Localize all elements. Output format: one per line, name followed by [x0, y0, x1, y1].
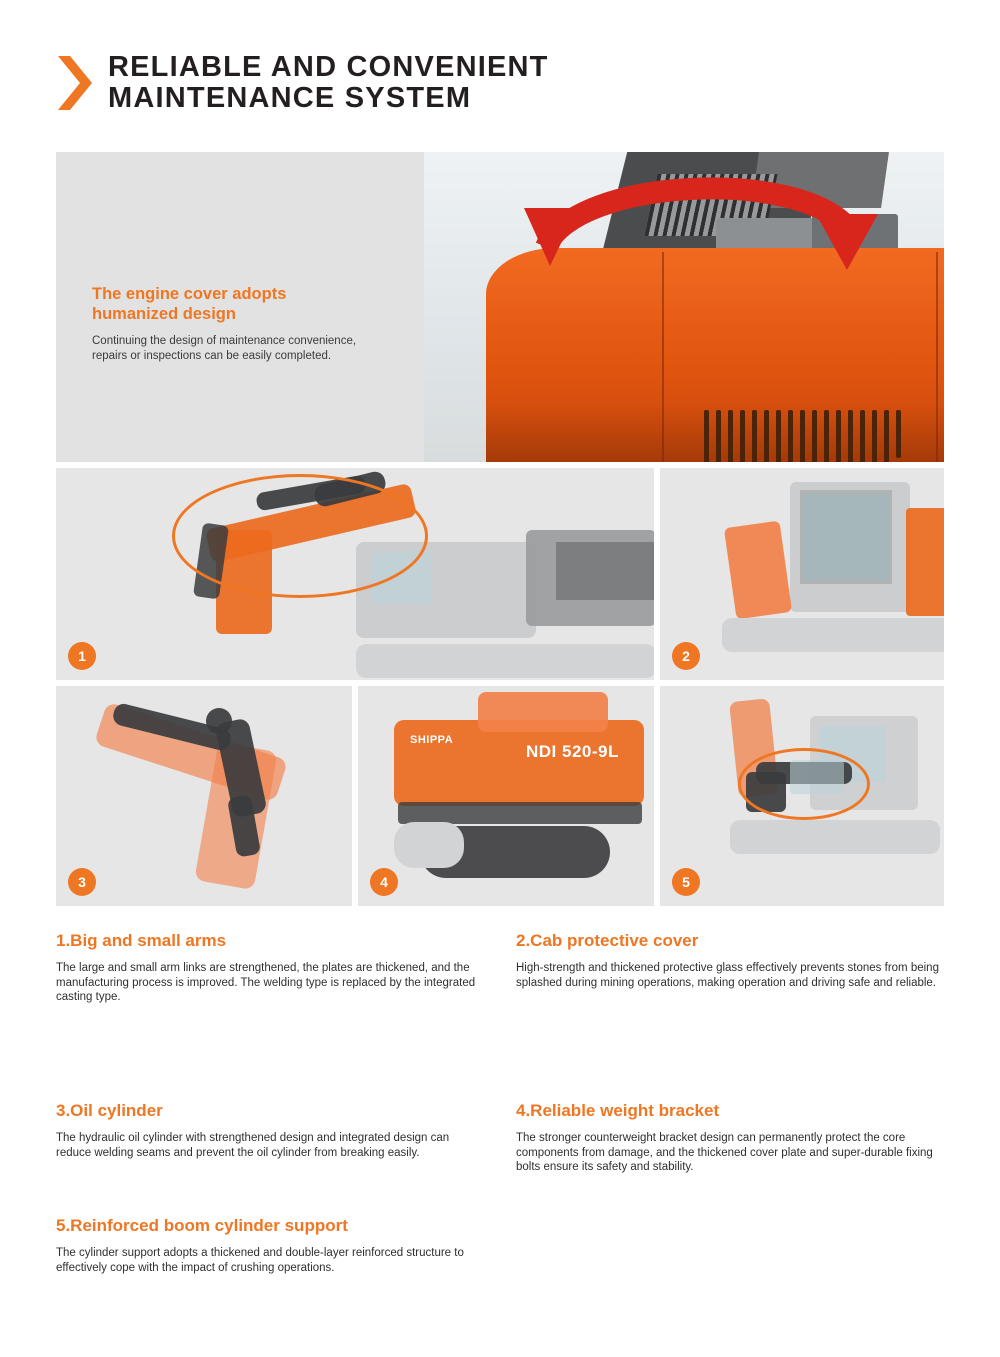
arm-2: [724, 521, 792, 620]
gallery-badge-4: 4: [370, 868, 398, 896]
hero-callout: [92, 284, 362, 363]
gallery-badge-2: 2: [672, 642, 700, 670]
feature-body-3: The hydraulic oil cylinder with strengthened design and integrated design can reduce welding seams and prevent the oil cylinder from breaking easily.: [56, 1132, 450, 1159]
gallery-badge-3: 3: [68, 868, 96, 896]
feature-block-2: [516, 930, 946, 990]
feature-block-1: [56, 930, 476, 1005]
feature-body-1: The large and small arm links are strengthened, the plates are thickened, and the manufacturing process is improved. The welding type is replaced by the integrated casting type.: [56, 962, 476, 1003]
feature-block-3: [56, 1100, 476, 1160]
track-5: [730, 820, 940, 854]
gallery-badge-1: 1: [68, 642, 96, 670]
bracket-plate-4: [398, 802, 642, 824]
page-header: [0, 0, 1000, 140]
feature-title-2: 2.Cab protective cover: [516, 931, 699, 950]
vent-slot: [704, 410, 709, 462]
vent-slot: [896, 410, 901, 458]
hero-panel-seam-left: [662, 252, 664, 462]
feature-body-5: The cylinder support adopts a thickened and double-layer reinforced structure to effectively cope with the impact of crushing operations.: [56, 1247, 464, 1274]
vent-slot: [848, 410, 853, 462]
engine-grill-1: [556, 542, 654, 600]
page-title-line2: MAINTENANCE SYSTEM: [108, 82, 472, 114]
vent-slot: [884, 410, 889, 462]
feature-photo-grid: [56, 468, 944, 906]
vent-slot: [800, 410, 805, 462]
gallery-badge-5: 5: [672, 868, 700, 896]
feature-body-2: High-strength and thickened protective glass effectively prevents stones from being splashed during mining operations, making operation and driving safe and reliable.: [516, 962, 939, 989]
vent-slot: [764, 410, 769, 462]
gallery-item-4[interactable]: [358, 686, 654, 906]
gallery-item-3[interactable]: [56, 686, 352, 906]
machine-model-label: NDI 520-9L: [526, 742, 619, 761]
vent-slot: [788, 410, 793, 462]
hero-ventilation-louvers: [704, 410, 904, 462]
hero-panel-seam-right: [936, 252, 938, 462]
hero-callout-body: Continuing the design of maintenance convenience, repairs or inspections can be easily completed.: [92, 335, 357, 362]
feature-title-1: 1.Big and small arms: [56, 931, 227, 950]
page-title-line1: RELIABLE AND CONVENIENT: [108, 51, 549, 83]
open-close-arrow-icon: [506, 162, 886, 282]
feature-block-4: [516, 1100, 946, 1175]
upper-housing-4: [478, 692, 608, 732]
counterweight-body-4: [394, 720, 644, 806]
vent-slot: [872, 410, 877, 462]
gallery-item-2[interactable]: [660, 468, 944, 680]
feature-block-5: [56, 1215, 486, 1275]
page-title: [108, 52, 549, 114]
vent-slot: [812, 410, 817, 462]
vent-slot: [752, 410, 757, 462]
vent-slot: [836, 410, 841, 462]
track-2: [722, 618, 944, 652]
highlight-ellipse-5: [738, 748, 870, 820]
feature-body-4: The stronger counterweight bracket design can permanently protect the core components from damage, and the thickened cover plate and super-durable fixing bolts ensure its safety and stability.: [516, 1132, 933, 1173]
feature-title-5: 5.Reinforced boom cylinder support: [56, 1216, 348, 1235]
vent-slot: [728, 410, 733, 462]
hero-callout-title: The engine cover adopts humanized design: [92, 285, 287, 323]
vent-slot: [740, 410, 745, 462]
track-front-4: [394, 822, 464, 868]
machine-brand-label: SHIPPA: [410, 734, 454, 746]
body-panel-2: [906, 508, 944, 616]
hero-image-panel: [56, 152, 944, 462]
gallery-item-5[interactable]: [660, 686, 944, 906]
feature-title-3: 3.Oil cylinder: [56, 1101, 163, 1120]
feature-title-4: 4.Reliable weight bracket: [516, 1101, 720, 1120]
vent-slot: [824, 410, 829, 462]
track-1: [356, 644, 654, 678]
vent-slot: [860, 410, 865, 462]
gallery-item-1[interactable]: [56, 468, 654, 680]
protective-grid-2: [800, 490, 892, 584]
highlight-ellipse-1: [172, 474, 428, 598]
vent-slot: [776, 410, 781, 462]
chevron-right-icon: [58, 56, 92, 110]
vent-slot: [716, 410, 721, 462]
